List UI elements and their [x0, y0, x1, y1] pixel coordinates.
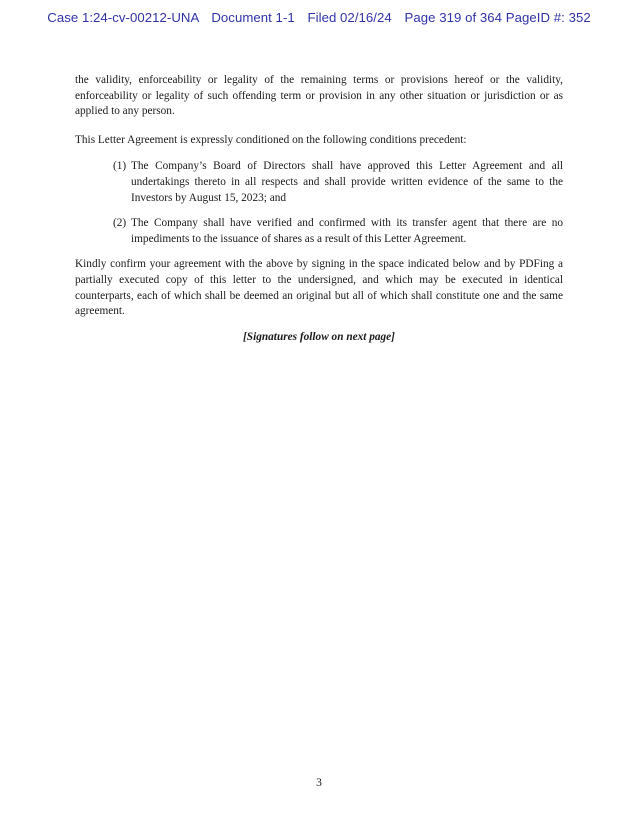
paragraph-kindly-confirm: Kindly confirm your agreement with the above by signing in the space indicated below and by PDFing a partially executed copy of this letter to the undersigned, and which may be executed in identical counterparts, each of which shall be deemed an original but all of which shall constitute one and the same agreement. [75, 258, 563, 318]
paragraph-conditions-intro: This Letter Agreement is expressly conditioned on the following conditions precedent: [75, 133, 467, 146]
paragraph-validity: the validity, enforceability or legality of the remaining terms or provisions hereof or the validity, enforceability or legality of such offending term or provision in any other situation or jurisdiction or as applied to any person. [75, 74, 563, 118]
court-filing-header [0, 10, 638, 25]
conditions-list [75, 159, 563, 247]
page-id: Page 319 of 364 PageID #: 352 [404, 10, 591, 25]
case-number: Case 1:24-cv-00212-UNA [47, 10, 199, 25]
condition-text: The Company’s Board of Directors shall have approved this Letter Agreement and all undertakings thereto in all respects and shall provide written evidence of the same to the Investors by August 15, 2023; and [131, 160, 563, 204]
condition-item [114, 159, 563, 206]
condition-number: (2) [113, 217, 127, 230]
condition-text: The Company shall have verified and confirmed with its transfer agent that there are no impediments to the issuance of shares as a result of this Letter Agreement. [131, 217, 563, 245]
signatures-follow-note: [Signatures follow on next page] [243, 330, 395, 343]
page-number: 3 [316, 777, 322, 789]
document-number: Document 1-1 [211, 10, 295, 25]
filed-date: Filed 02/16/24 [307, 10, 392, 25]
condition-number: (1) [113, 160, 127, 173]
letter-body [75, 73, 563, 345]
condition-item [114, 216, 563, 247]
